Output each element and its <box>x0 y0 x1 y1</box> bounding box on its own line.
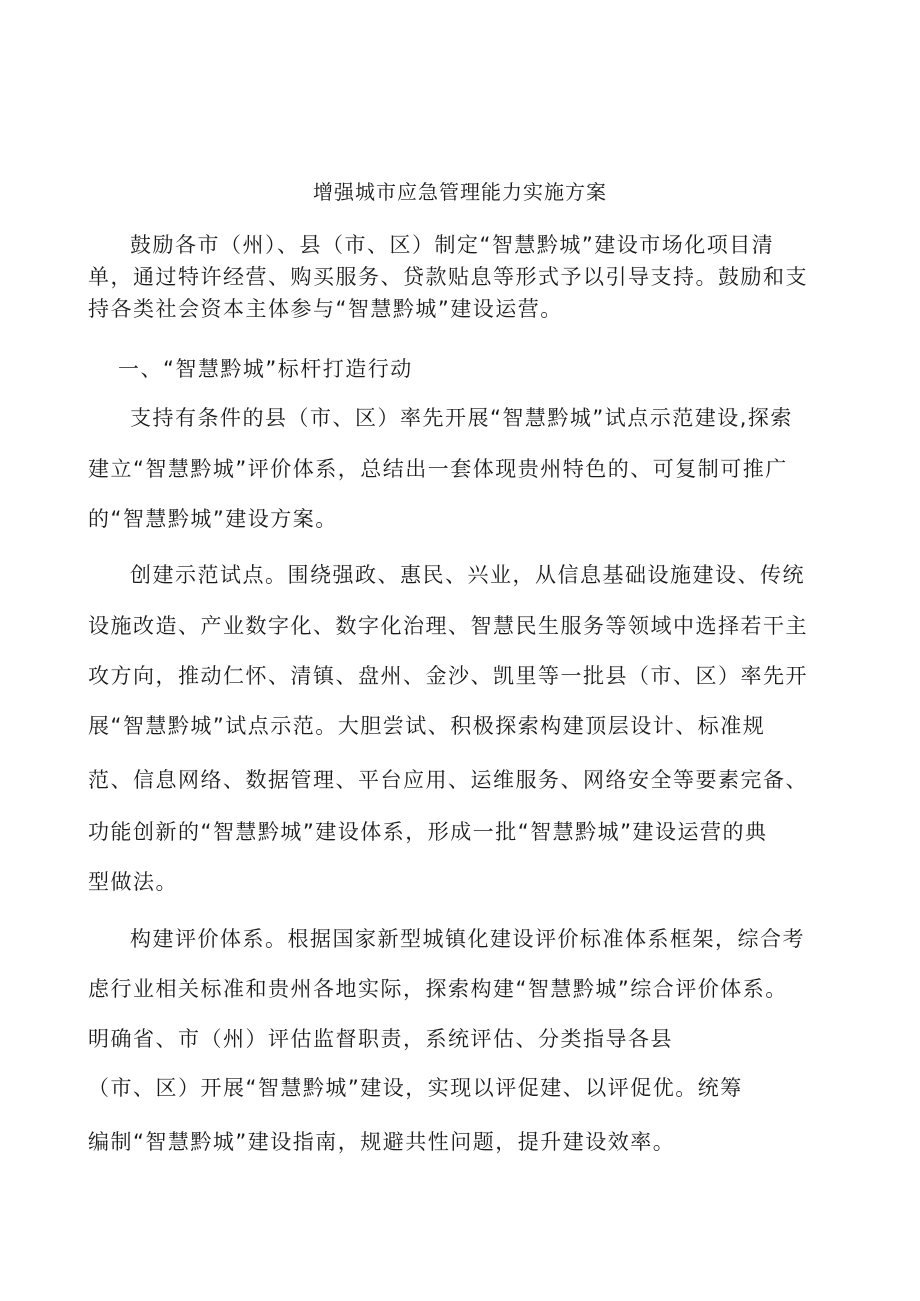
evaluation-line: 明确省、市（州）评估监督职责，系统评估、分类指导各县 <box>88 1027 673 1051</box>
evaluation-line: 虑行业相关标准和贵州各地实际，探索构建“智慧黔城”综合评价体系。 <box>88 977 788 1001</box>
pilot-line: 设施改造、产业数字化、数字化治理、智慧民生服务等领域中选择若干主 <box>88 614 808 638</box>
support-line: 支持有条件的县（市、区）率先开展“智慧黔城”试点示范建设,探索 <box>130 406 793 430</box>
document-title: 增强城市应急管理能力实施方案 <box>313 180 607 204</box>
intro-line: 鼓励各市（州）、县（市、区）制定“智慧黔城”建设市场化项目清 <box>130 233 775 257</box>
pilot-line: 范、信息网络、数据管理、平台应用、运维服务、网络安全等要素完备、 <box>88 768 808 792</box>
support-line: 建立“智慧黔城”评价体系，总结出一套体现贵州特色的、可复制可推广 <box>88 457 788 481</box>
pilot-line: 展“智慧黔城”试点示范。大胆尝试、积极探索构建顶层设计、标准规 <box>88 714 766 738</box>
pilot-line: 功能创新的“智慧黔城”建设体系，形成一批“智慧黔城”建设运营的典 <box>88 820 768 844</box>
pilot-line: 攻方向，推动仁怀、清镇、盘州、金沙、凯里等一批县（市、区）率先开 <box>88 664 808 688</box>
section-heading: 一、“智慧黔城”标杆打造行动 <box>118 357 413 381</box>
intro-line: 持各类社会资本主体参与“智慧黔城”建设运营。 <box>88 297 563 321</box>
intro-line: 单，通过特许经营、购买服务、贷款贴息等形式予以引导支持。鼓励和支 <box>88 265 808 289</box>
support-line: 的“智慧黔城”建设方案。 <box>88 507 338 531</box>
evaluation-line: （市、区）开展“智慧黔城”建设，实现以评促建、以评促优。统筹 <box>88 1076 743 1100</box>
pilot-line: 创建示范试点。围绕强政、惠民、兴业，从信息基础设施建设、传统 <box>130 563 805 587</box>
evaluation-line: 编制“智慧黔城”建设指南，规避共性问题，提升建设效率。 <box>88 1130 676 1154</box>
pilot-line: 型做法。 <box>88 870 178 894</box>
evaluation-line: 构建评价体系。根据国家新型城镇化建设评价标准体系框架，综合考 <box>130 927 805 951</box>
